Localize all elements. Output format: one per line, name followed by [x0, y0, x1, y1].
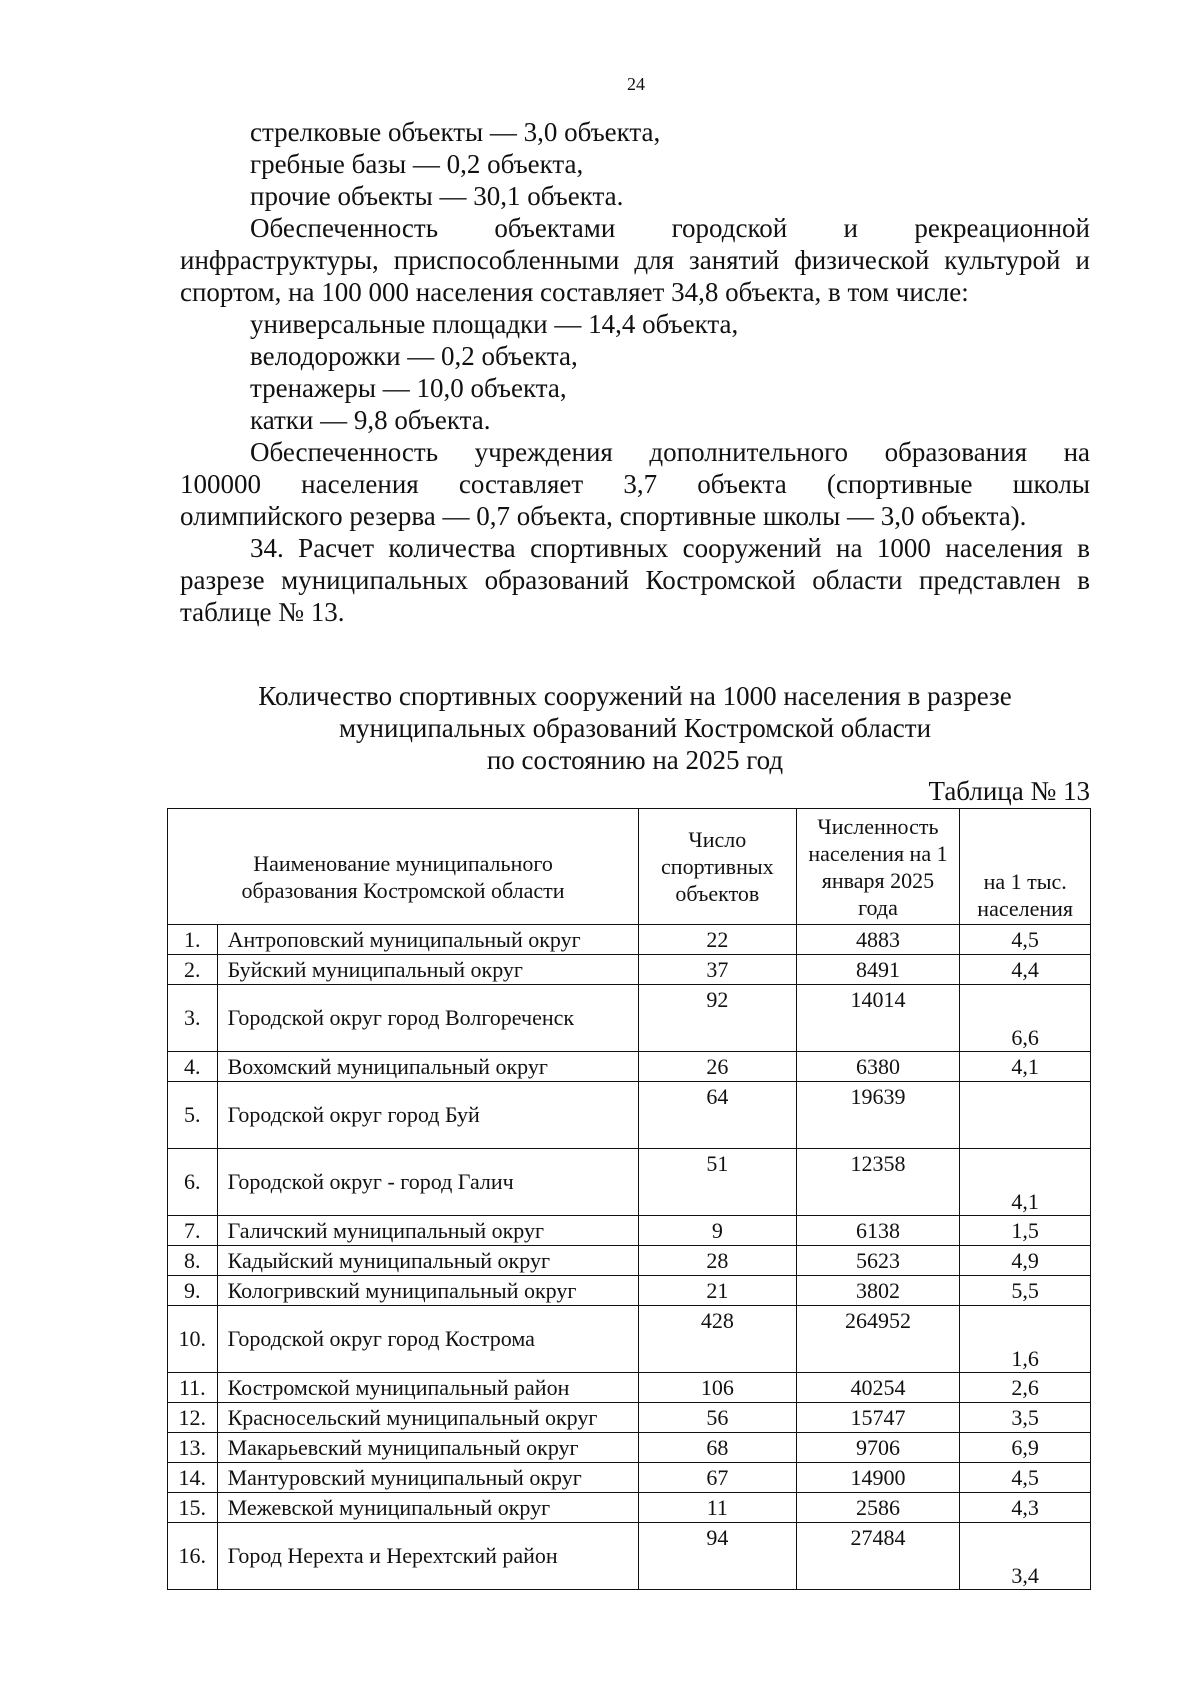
row-name: Мантуровский муниципальный округ	[217, 1463, 639, 1493]
row-number: 14.	[168, 1463, 218, 1493]
row-objects: 92	[639, 985, 797, 1052]
row-per-thousand: 4,5	[960, 925, 1091, 955]
table-label: Таблица № 13	[928, 776, 1090, 806]
header-name: Наименование муниципального образования Костромской области	[168, 809, 639, 925]
table-row	[168, 1523, 1091, 1590]
row-population: 264952	[796, 1306, 960, 1373]
row-objects: 64	[639, 1082, 797, 1149]
table-row	[168, 955, 1091, 985]
row-number: 11.	[168, 1373, 218, 1403]
row-name: Городской округ город Кострома	[217, 1306, 639, 1373]
row-per-thousand: 4,4	[960, 955, 1091, 985]
table-caption-line: по состоянию на 2025 год	[486, 745, 784, 775]
row-per-thousand: 4,9	[960, 1246, 1091, 1276]
table-row	[168, 1306, 1091, 1373]
sports-facilities-table	[167, 808, 1091, 1590]
table-row	[168, 925, 1091, 955]
row-name: Антроповский муниципальный округ	[217, 925, 639, 955]
row-per-thousand: 4,3	[960, 1493, 1091, 1523]
text-line: инфраструктуры, приспособленными для занятий физической культурой и	[180, 245, 1090, 275]
row-number: 3.	[168, 985, 218, 1052]
row-objects: 28	[639, 1246, 797, 1276]
row-population: 19639	[796, 1082, 960, 1149]
table-row	[168, 1276, 1091, 1306]
table-row	[168, 1082, 1091, 1149]
row-population: 40254	[796, 1373, 960, 1403]
table-row	[168, 1216, 1091, 1246]
text-line: гребные базы — 0,2 объекта,	[250, 149, 584, 179]
row-name: Кадыйский муниципальный округ	[217, 1246, 639, 1276]
header-objects: Число спортивных объектов	[639, 809, 797, 925]
table-row	[168, 985, 1091, 1052]
row-objects: 37	[639, 955, 797, 985]
row-objects: 26	[639, 1052, 797, 1082]
row-name: Кологривский муниципальный округ	[217, 1276, 639, 1306]
row-objects: 22	[639, 925, 797, 955]
row-per-thousand: 6,6	[960, 985, 1091, 1052]
row-per-thousand: 4,1	[960, 1149, 1091, 1216]
table-row	[168, 1149, 1091, 1216]
row-population: 6380	[796, 1052, 960, 1082]
row-number: 4.	[168, 1052, 218, 1082]
row-number: 8.	[168, 1246, 218, 1276]
row-name: Буйский муниципальный округ	[217, 955, 639, 985]
row-objects: 94	[639, 1523, 797, 1590]
row-objects: 51	[639, 1149, 797, 1216]
row-name: Межевской муниципальный округ	[217, 1493, 639, 1523]
row-name: Город Нерехта и Нерехтский район	[217, 1523, 639, 1590]
text-line: универсальные площадки — 14,4 объекта,	[250, 309, 739, 339]
row-number: 10.	[168, 1306, 218, 1373]
text-line: таблице № 13.	[180, 597, 345, 627]
row-population: 14014	[796, 985, 960, 1052]
row-number: 5.	[168, 1082, 218, 1149]
row-population: 27484	[796, 1523, 960, 1590]
row-population: 15747	[796, 1403, 960, 1433]
table-row	[168, 1493, 1091, 1523]
text-line: 100000 населения составляет 3,7 объекта (спортивные школы	[180, 469, 1090, 499]
row-population: 4883	[796, 925, 960, 955]
table-row	[168, 1463, 1091, 1493]
row-per-thousand: 1,5	[960, 1216, 1091, 1246]
row-population: 12358	[796, 1149, 960, 1216]
text-line: катки — 9,8 объекта.	[250, 405, 491, 435]
text-line: Обеспеченность учреждения дополнительного образования на	[250, 437, 1090, 467]
row-objects: 428	[639, 1306, 797, 1373]
row-number: 6.	[168, 1149, 218, 1216]
row-number: 7.	[168, 1216, 218, 1246]
row-name: Галичский муниципальный округ	[217, 1216, 639, 1246]
row-objects: 9	[639, 1216, 797, 1246]
row-number: 12.	[168, 1403, 218, 1433]
row-objects: 56	[639, 1403, 797, 1433]
text-line: тренажеры — 10,0 объекта,	[250, 373, 567, 403]
table-caption-line: муниципальных образований Костромской области	[338, 713, 932, 743]
table-row	[168, 1246, 1091, 1276]
page-number: 24	[627, 74, 645, 94]
text-line: спортом, на 100 000 населения составляет 34,8 объекта, в том числе:	[180, 277, 969, 307]
row-per-thousand	[960, 1082, 1091, 1149]
table-row	[168, 1433, 1091, 1463]
row-per-thousand: 6,9	[960, 1433, 1091, 1463]
row-objects: 106	[639, 1373, 797, 1403]
row-objects: 68	[639, 1433, 797, 1463]
text-line: велодорожки — 0,2 объекта,	[250, 341, 578, 371]
table-caption-line: Количество спортивных сооружений на 1000 населения в разрезе	[258, 681, 1012, 711]
row-population: 6138	[796, 1216, 960, 1246]
row-population: 5623	[796, 1246, 960, 1276]
row-per-thousand: 3,5	[960, 1403, 1091, 1433]
row-population: 9706	[796, 1433, 960, 1463]
row-number: 9.	[168, 1276, 218, 1306]
table-row	[168, 1403, 1091, 1433]
header-population: Численность населения на 1 января 2025 года	[796, 809, 960, 925]
row-number: 16.	[168, 1523, 218, 1590]
row-population: 14900	[796, 1463, 960, 1493]
text-line: разрезе муниципальных образований Костромской области представлен в	[180, 565, 1090, 595]
row-objects: 21	[639, 1276, 797, 1306]
row-per-thousand: 1,6	[960, 1306, 1091, 1373]
row-population: 3802	[796, 1276, 960, 1306]
text-line: Обеспеченность объектами городской и рекреационной	[250, 213, 1090, 243]
text-line: прочие объекты — 30,1 объекта.	[250, 181, 624, 211]
row-per-thousand: 4,1	[960, 1052, 1091, 1082]
row-name: Макарьевский муниципальный округ	[217, 1433, 639, 1463]
row-per-thousand: 4,5	[960, 1463, 1091, 1493]
row-number: 2.	[168, 955, 218, 985]
row-objects: 11	[639, 1493, 797, 1523]
text-line: стрелковые объекты — 3,0 объекта,	[250, 117, 661, 147]
header-per-thousand: на 1 тыс. населения	[960, 809, 1091, 925]
text-line: 34. Расчет количества спортивных сооружений на 1000 населения в	[250, 533, 1090, 563]
row-per-thousand: 2,6	[960, 1373, 1091, 1403]
row-objects: 67	[639, 1463, 797, 1493]
row-name: Вохомский муниципальный округ	[217, 1052, 639, 1082]
row-per-thousand: 5,5	[960, 1276, 1091, 1306]
row-name: Костромской муниципальный район	[217, 1373, 639, 1403]
row-name: Городской округ - город Галич	[217, 1149, 639, 1216]
row-number: 1.	[168, 925, 218, 955]
row-per-thousand: 3,4	[960, 1523, 1091, 1590]
row-name: Городской округ город Буй	[217, 1082, 639, 1149]
table-row	[168, 1052, 1091, 1082]
table-row	[168, 1373, 1091, 1403]
row-name: Городской округ город Волгореченск	[217, 985, 639, 1052]
row-population: 8491	[796, 955, 960, 985]
row-population: 2586	[796, 1493, 960, 1523]
row-number: 15.	[168, 1493, 218, 1523]
text-line: олимпийского резерва — 0,7 объекта, спортивные школы — 3,0 объекта).	[180, 501, 1027, 531]
row-number: 13.	[168, 1433, 218, 1463]
row-name: Красносельский муниципальный округ	[217, 1403, 639, 1433]
